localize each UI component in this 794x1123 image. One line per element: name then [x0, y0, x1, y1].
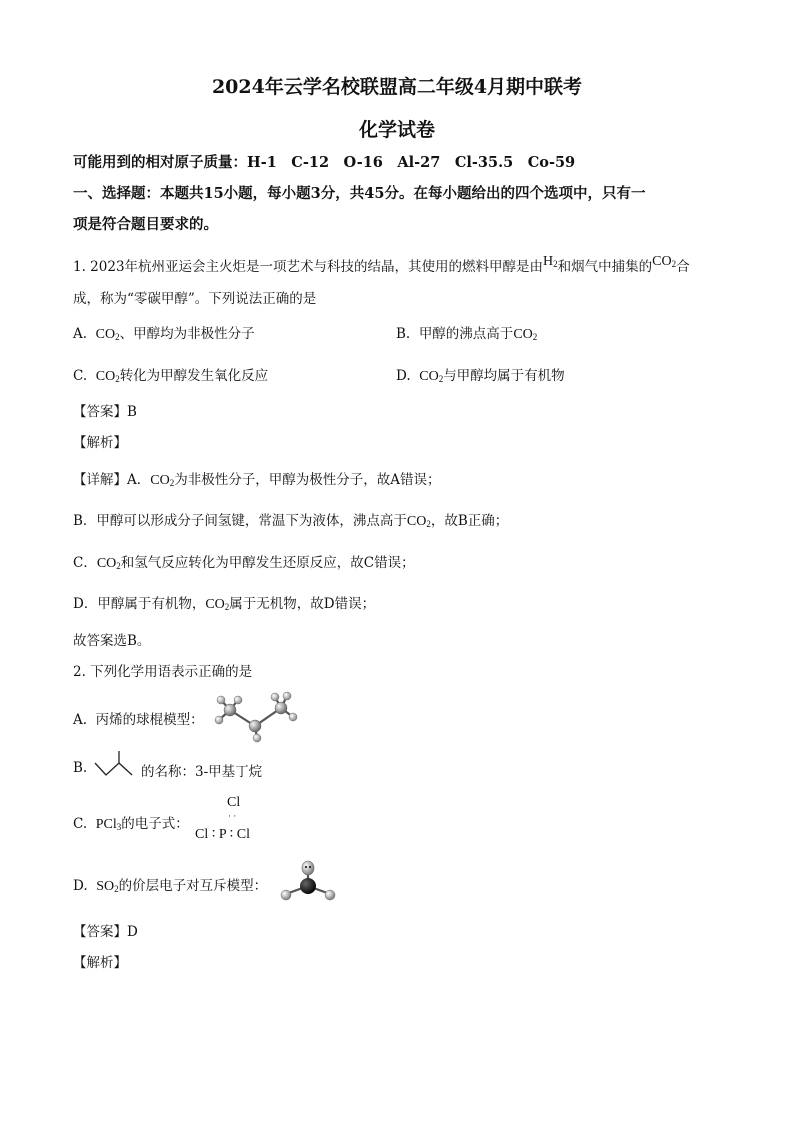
q1-detail-a-prefix: A．: [127, 472, 151, 488]
q1-option-c-text: 转化为甲醇发生氧化反应: [119, 368, 269, 384]
q1-option-b-co2: [513, 327, 537, 342]
q1-option-c-co2-sub: 2: [115, 374, 120, 384]
q1-option-a-text: 、甲醇均为非极性分子: [119, 326, 255, 342]
q1-detail-b-text: B．甲醇可以形成分子间氢键，常温下为液体，沸点高于: [73, 513, 407, 529]
q1-option-b-text: 甲醇的沸点高于: [418, 326, 514, 342]
q1-co2-symbol: CO: [652, 254, 672, 269]
q1-detail-c-co2-symbol: CO: [96, 556, 117, 571]
q1-option-d: [396, 364, 565, 385]
q2-stem: 2. 下列化学用语表示正确的是: [73, 664, 253, 680]
q1-h2-symbol: H: [543, 254, 554, 269]
page-title: 2024年云学名校联盟高二年级4月期中联考: [211, 76, 583, 98]
q1-analysis-tag: 【解析】: [73, 435, 127, 451]
q1-option-d-co2-symbol: CO: [419, 369, 439, 384]
q2-answer-value: D: [127, 924, 138, 940]
q1-detail-c-text: 和氢气反应转化为甲醇发生还原反应，故C错误；: [120, 555, 415, 571]
q1-co2: [652, 254, 676, 269]
q1-detail-d-prefix: D．甲醇属于有机物，: [73, 596, 206, 612]
q1-detail-a-co2-sub: 2: [169, 478, 175, 488]
q1-option-d-text: 与甲醇均属于有机物: [443, 368, 565, 384]
q2-option-b-label: B.: [73, 760, 88, 776]
q1-option-a: [73, 322, 255, 343]
q1-answer: [73, 400, 137, 420]
lewis-bottom-row: Cl ∶ P ∶ Cl: [195, 827, 251, 842]
lewis-dots: · ·: [228, 811, 237, 821]
q1-detail-c-co2: [97, 556, 121, 571]
q1-option-b-co2-sub: 2: [532, 332, 538, 342]
q1-detail-b-co2-symbol: CO: [406, 514, 427, 529]
q2-option-c-text: 的电子式：: [121, 816, 189, 832]
q2-answer: [73, 920, 138, 940]
q1-option-c-co2-symbol: CO: [95, 369, 116, 384]
q2-option-a-text: 丙烯的球棍模型：: [95, 712, 204, 728]
q1-option-c: [73, 364, 268, 385]
q1-stem-line2: 成，称为“零碳甲醇”。下列说法正确的是: [73, 291, 317, 307]
q1-stem-line1: [73, 255, 690, 276]
q2-analysis-tag: 【解析】: [73, 955, 127, 971]
q1-answer-value: B: [127, 404, 137, 420]
q1-co2-sub: 2: [671, 259, 677, 269]
skeletal-formula: [92, 749, 142, 781]
q1-detail-b-suffix: ，故B正确；: [430, 513, 509, 529]
propene-ball-stick-model: [205, 688, 305, 743]
q2-option-a-label: A.: [73, 712, 88, 728]
q2-option-d-formula: [96, 879, 118, 894]
q1-option-b-co2-symbol: CO: [513, 327, 533, 342]
q1-option-b-label: B.: [396, 326, 411, 342]
q1-option-d-label: D.: [396, 368, 411, 384]
q1-option-c-label: C.: [73, 368, 88, 384]
q1-detail-a-co2: [150, 473, 174, 488]
q2-option-c: [73, 812, 189, 833]
q2-option-b-text: 的名称：3-甲基丁烷: [141, 764, 263, 780]
q1-detail-a-text: 为非极性分子，甲醇为极性分子，故A错误；: [174, 472, 441, 488]
q1-detail-d-text: 属于无机物，故D错误；: [229, 596, 376, 612]
q1-detail-b-co2-sub: 2: [426, 519, 431, 529]
section-heading-line1: 一、选择题：本题共15小题，每小题3分，共45分。在每小题给出的四个选项中，只有一: [73, 185, 646, 202]
q1-detail-c-prefix: C．: [73, 555, 97, 571]
q1-h2-sub: 2: [553, 259, 558, 269]
q1-detail-a: [73, 468, 440, 489]
q2-option-d-formula-symbol: SO: [96, 879, 115, 894]
q1-option-d-co2-sub: 2: [438, 374, 444, 384]
q1-conclusion: 故答案选B。: [73, 633, 151, 649]
q1-detail-b: [73, 509, 508, 530]
q1-detail-d: [73, 592, 375, 613]
q1-detail-d-co2: [205, 597, 229, 612]
q1-detail-tag: 【详解】: [73, 472, 127, 488]
q1-option-b: [396, 322, 537, 343]
q1-option-a-co2-symbol: CO: [95, 327, 116, 342]
atomic-masses: 可能用到的相对原子质量：H-1 C-12 O-16 Al-27 Cl-35.5 Co-59: [73, 154, 576, 171]
q1-detail-d-co2-sub: 2: [224, 602, 230, 612]
q2-option-b: [73, 760, 87, 776]
q2-answer-tag: 【答案】: [73, 924, 127, 940]
lewis-top-cl: Cl: [227, 795, 241, 810]
q1-h2: [543, 254, 558, 269]
q2-option-c-formula: [96, 817, 122, 832]
q1-detail-c: [73, 551, 415, 572]
q1-detail-a-co2-symbol: CO: [150, 473, 170, 488]
q1-option-a-label: A.: [73, 326, 88, 342]
q2-option-d-text: 的价层电子对互斥模型：: [118, 878, 268, 894]
section-heading-line2: 项是符合题目要求的。: [73, 216, 218, 233]
q1-option-a-co2: [96, 327, 120, 342]
q1-stem-b: 和烟气中捕集的: [557, 259, 653, 275]
q1-answer-tag: 【答案】: [73, 404, 127, 420]
q1-detail-d-co2-symbol: CO: [205, 597, 225, 612]
q2-option-d-label: D.: [73, 878, 88, 894]
q2-option-c-formula-symbol: PCl: [95, 817, 117, 832]
q2-option-d-formula-sub: 2: [114, 884, 119, 894]
q1-detail-c-co2-sub: 2: [116, 561, 121, 571]
q1-stem-c: 合: [676, 259, 690, 275]
q2-option-d: [73, 874, 267, 895]
q1-detail-b-co2: [407, 514, 431, 529]
q2-option-c-formula-sub: 3: [116, 822, 122, 832]
q1-option-a-co2-sub: 2: [115, 332, 120, 342]
q1-option-c-co2: [96, 369, 120, 384]
page-subtitle: 化学试卷: [358, 119, 435, 141]
q1-stem-a: 1. 2023年杭州亚运会主火炬是一项艺术与科技的结晶，其使用的燃料甲醇是由: [73, 259, 544, 275]
vsepr-model: [272, 858, 344, 908]
q1-option-d-co2: [419, 369, 443, 384]
q2-option-c-label: C.: [73, 816, 88, 832]
q2-option-a: [73, 708, 204, 728]
